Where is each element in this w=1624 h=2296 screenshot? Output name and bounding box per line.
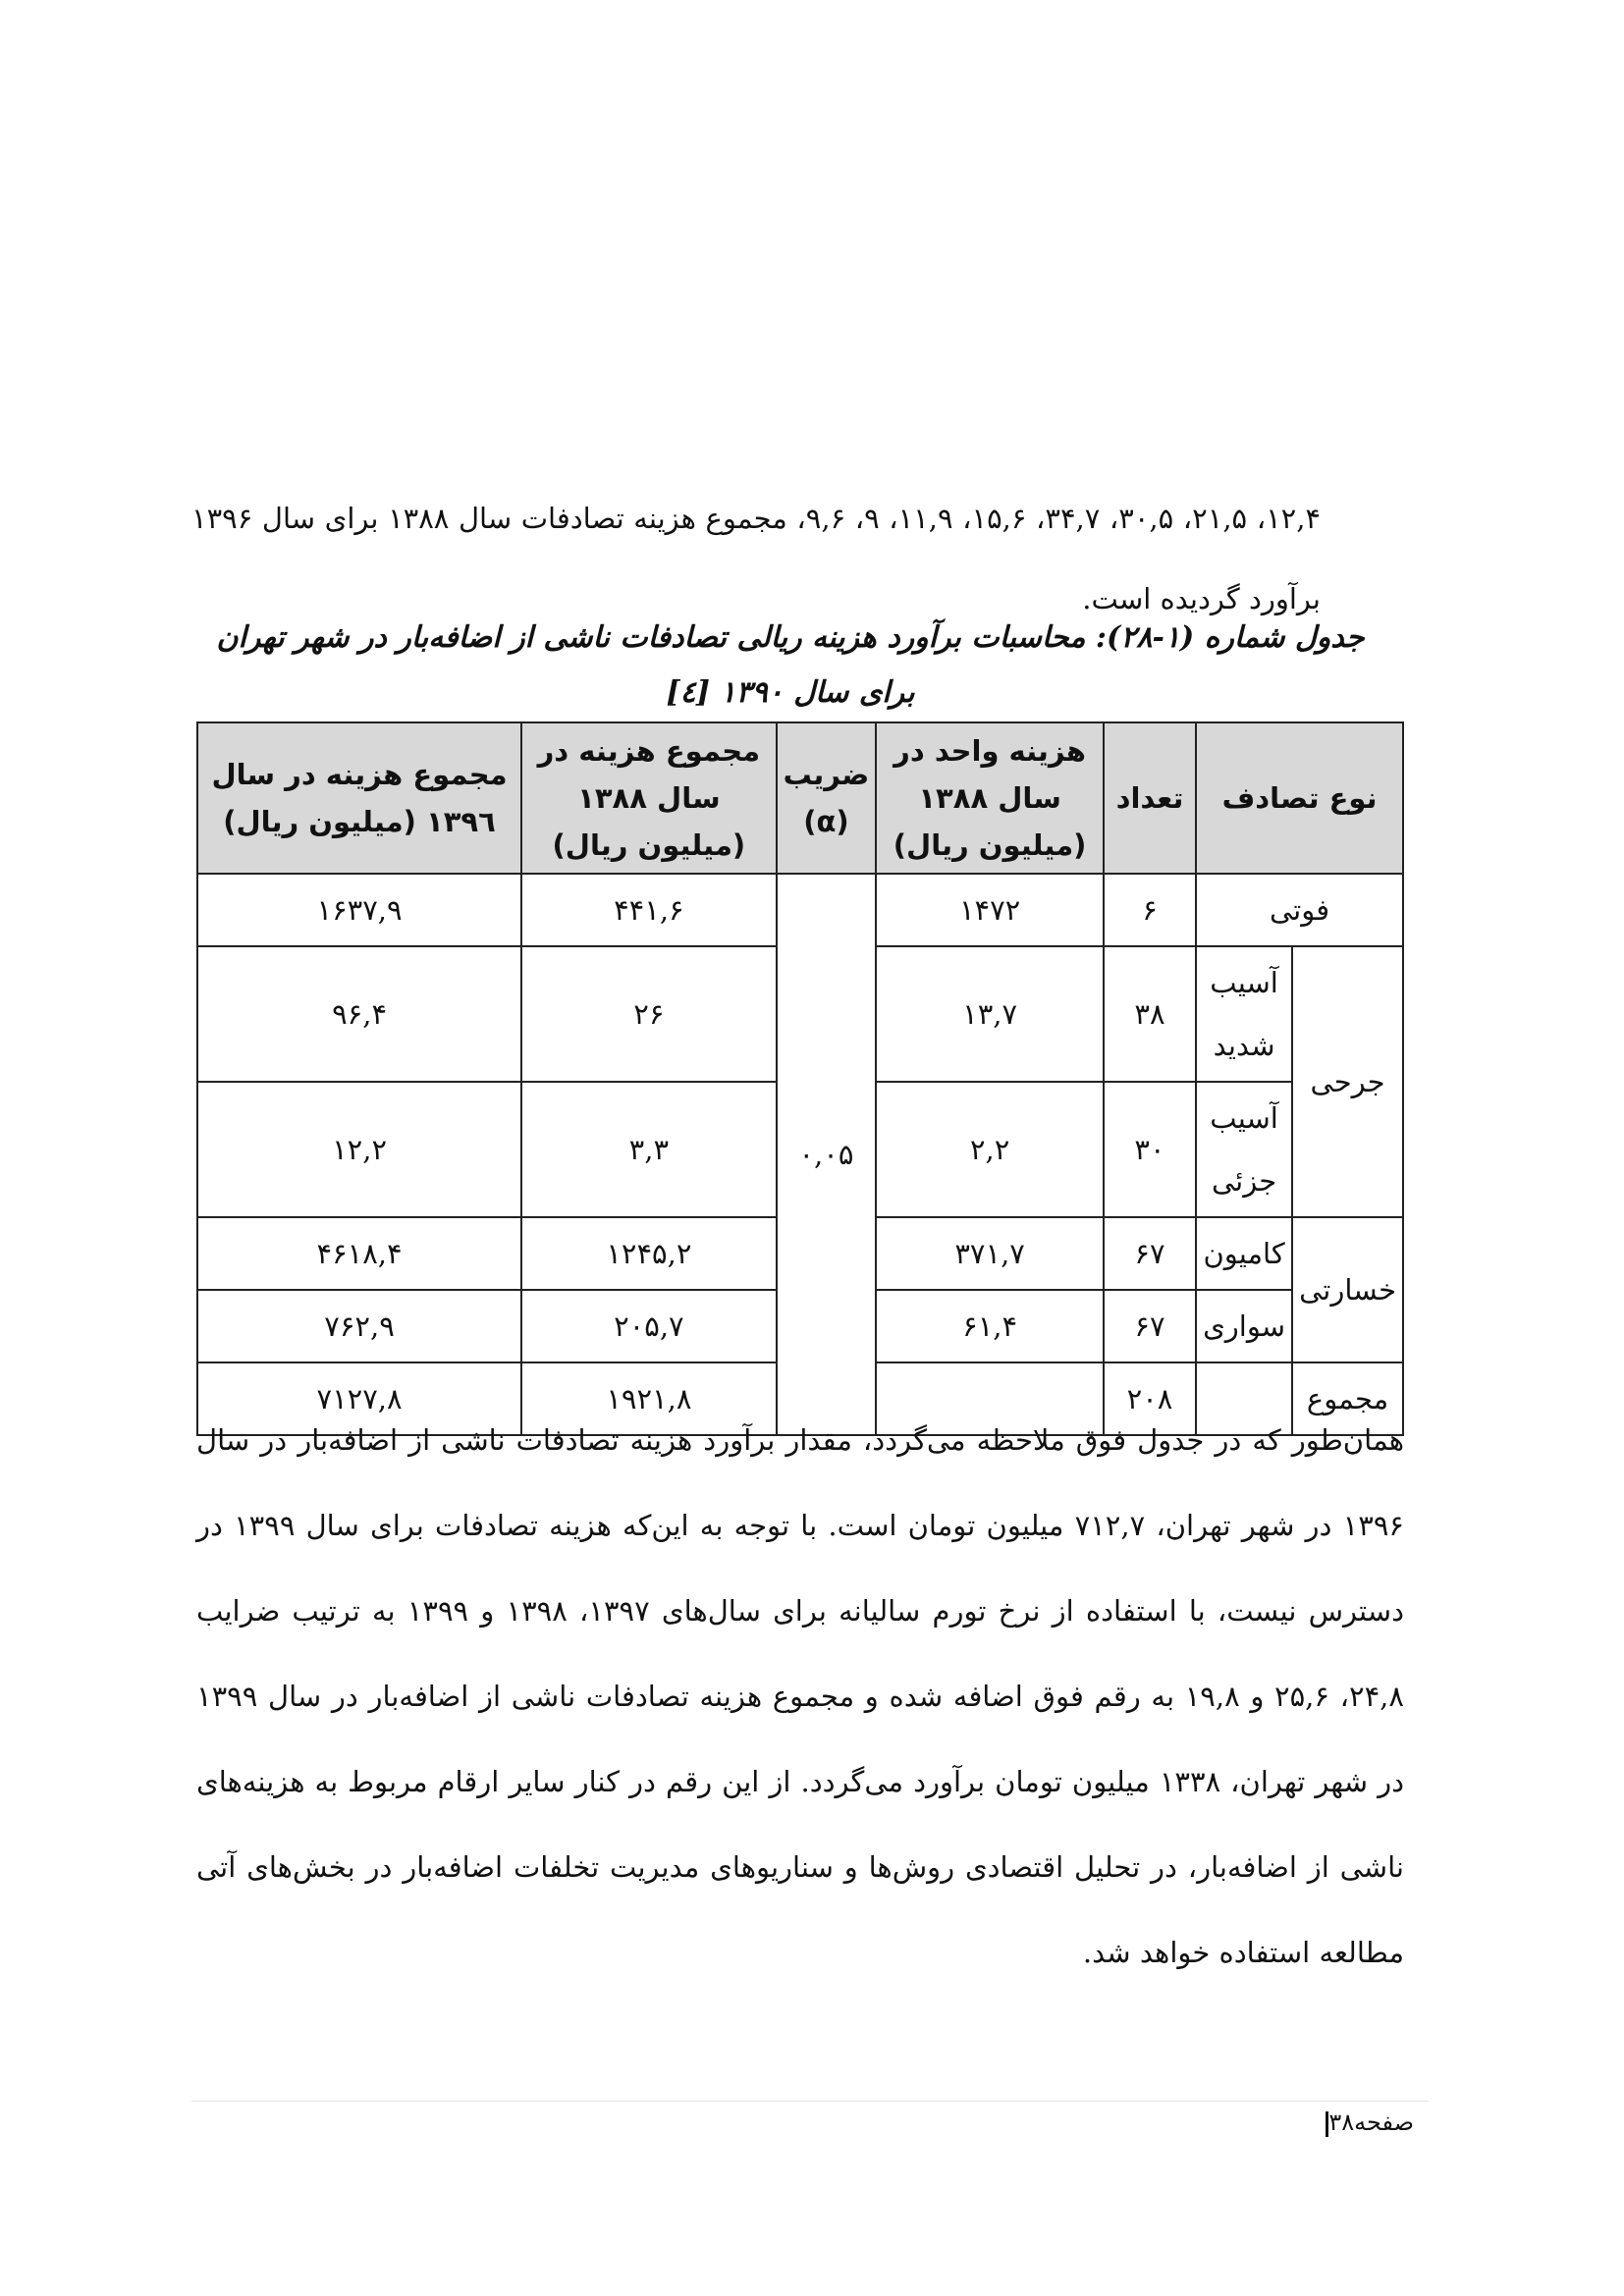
cell-count: ۳۰ (1104, 1082, 1196, 1217)
header-coefficient: ضریب (α) (777, 722, 877, 874)
row-label-fatal: فوتی (1196, 874, 1403, 946)
cell-total-1396: ۴۶۱۸,۴ (197, 1217, 521, 1290)
cell-total-1388: ۳,۳ (521, 1082, 777, 1217)
row-label-truck: کامیون (1196, 1217, 1292, 1290)
body-paragraph: همان‌طور که در جدول فوق ملاحظه می‌گردد، مقدار برآورد هزینه تصادفات ناشی از اضافه‌بار در سال ۱۳۹۶ در شهر تهران، ۷۱۲,۷ میلیون تومان است. با توجه به این‌که هزینه تصادفات برای سال ۱۳۹۹ در دسترس نیست، با استفاده از نرخ تورم سالیانه برای سال‌های ۱۳۹۷، ۱۳۹۸ و ۱۳۹۹ به ترتیب ضرایب ۲۴,۸، ۲۵,۶ و ۱۹,۸ به رقم فوق اضافه شده و مجموع هزینه تصادفات ناشی از اضافه‌بار در سال ۱۳۹۹ در شهر تهران، ۱۳۳۸ میلیون تومان برآورد می‌گردد. از این رقم در کنار سایر ارقام مربوط به هزینه‌های ناشی از اضافه‌بار، در تحلیل اقتصادی روش‌ها و سناریوهای مدیریت تخلفات اضافه‌بار در بخش‌های آتی مطالعه استفاده خواهد شد. (196, 1423, 1405, 1969)
row-label-minor: آسیب جزئی (1196, 1082, 1292, 1217)
cell-total-1388: ۲۶ (521, 946, 777, 1082)
cell-total-1388: ۲۰۵,۷ (521, 1290, 777, 1362)
table-caption: جدول شماره (۱-۲۸): محاسبات برآورد هزینه ریالی تصادفات ناشی از اضافه‌بار در شهر تهران برای سال ۱۳۹۰ [٤] (216, 620, 1365, 710)
cell-unit-cost: ۱۳,۷ (876, 946, 1104, 1082)
table-header-row (197, 722, 1403, 874)
cell-count: ۶۷ (1104, 1217, 1196, 1290)
group-label-damage: خسارتی (1292, 1217, 1403, 1362)
cell-total-1396: ۷۱۲۷,۸ (197, 1362, 521, 1435)
page-number-label: صفحه۳۸ (1328, 2109, 1414, 2136)
header-total-1396: مجموع هزینه در سال ۱۳۹٦ (میلیون ریال) (197, 722, 521, 874)
cell-total-1396: ۱۲,۲ (197, 1082, 521, 1217)
header-accident-type: نوع تصادف (1196, 722, 1403, 874)
cell-unit-cost: ۱۴۷۲ (876, 874, 1104, 946)
group-label-injury: جرحی (1292, 946, 1403, 1217)
row-label-sum: مجموع (1292, 1362, 1403, 1435)
cell-total-1396: ۹۶,۴ (197, 946, 521, 1082)
cell-total-1388: ۴۴۱,۶ (521, 874, 777, 946)
table-row (197, 874, 1403, 946)
cell-total-1396: ۷۶۲,۹ (197, 1290, 521, 1362)
header-unit-cost: هزینه واحد در سال ۱۳۸۸ (میلیون ریال) (876, 722, 1104, 874)
header-count: تعداد (1104, 722, 1196, 874)
cell-count: ۶ (1104, 874, 1196, 946)
row-label-severe: آسیب شدید (1196, 946, 1292, 1082)
cell-count: ۳۸ (1104, 946, 1196, 1082)
cell-total-1396: ۱۶۳۷,۹ (197, 874, 521, 946)
cell-unit-cost: ۲,۲ (876, 1082, 1104, 1217)
page-number (1316, 2109, 1414, 2137)
cell-count: ۶۷ (1104, 1290, 1196, 1362)
header-total-1388: مجموع هزینه در سال ۱۳۸۸ (میلیون ریال) (521, 722, 777, 874)
cost-table (196, 721, 1404, 1436)
cell-total-1388: ۱۲۴۵,۲ (521, 1217, 777, 1290)
footer-divider (191, 2101, 1429, 2102)
intro-paragraph: ۱۲,۴، ۲۱,۵، ۳۰,۵، ۳۴,۷، ۱۵,۶، ۱۱,۹، ۹، ۹,۶، مجموع هزینه تصادفات سال ۱۳۸۸ برای سال ۱۳۹۶ برآورد گردیده است. (191, 502, 1322, 615)
cell-total-1388: ۱۹۲۱,۸ (521, 1362, 777, 1435)
cell-unit-cost: ۶۱,۴ (876, 1290, 1104, 1362)
cell-count: ۲۰۸ (1104, 1362, 1196, 1435)
cell-unit-cost: ۳۷۱,۷ (876, 1217, 1104, 1290)
row-label-car: سواری (1196, 1290, 1292, 1362)
cell-coefficient: ۰,۰۵ (777, 874, 877, 1435)
